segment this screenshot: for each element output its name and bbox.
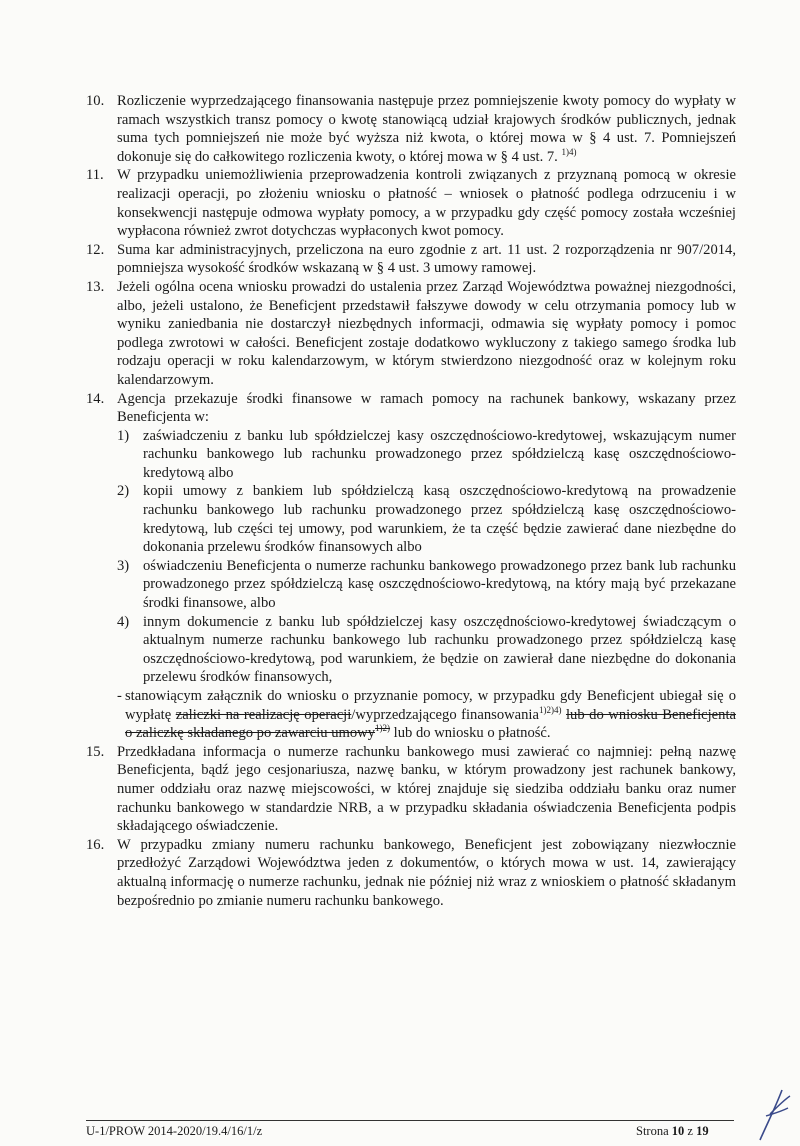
paragraph-text: Przedkładana informacja o numerze rachunku bankowego musi zawierać co najmniej: pełną nazwę Beneficjenta, bądź jego cesjonariusza, nazwę banku, w którym prowadzony jest rachunek bankowy, numer oddziału oraz nazwę miejscowości, w której znajduje się siedziba oddziału banku oraz numer rachunku bankowego w standardzie NRB, a w przypadku składania oświadczenia Beneficjenta podpis składającego oświadczenie.: [117, 743, 736, 835]
paragraph-13: [86, 278, 736, 390]
paragraph-text: Rozliczenie wyprzedzającego finansowania następuje przez pomniejszenie kwoty pomocy do wypłaty w ramach wszystkich transz pomocy o kwotę stanowiącą udział krajowych środków publicznych, jednak suma tych pomniejszeń nie może być wyższa niż kwota, o której mowa w § 4 ust. 7. Pomniejszeń dokonuje się do całkowitego rozliczenia kwoty, o której mowa w § 4 ust. 7.: [117, 93, 736, 165]
paragraph-number: 10.: [86, 93, 105, 109]
list-item-text: zaświadczeniu z banku lub spółdzielczej kasy oszczędnościowo-kredytowej, wskazującym numer rachunku bankowego lub rachunku prowadzonego przez spółdzielczą kasę oszczędnościowo-kredytową albo: [143, 427, 736, 481]
list-item-number: 1): [117, 427, 130, 444]
list-item-number: 3): [117, 557, 130, 574]
page-number: Strona 10 z 19: [636, 1124, 709, 1138]
list-item-text: kopii umowy z bankiem lub spółdzielczą kasą oszczędnościowo-kredytową na prowadzenie rachunku bankowego lub rachunku prowadzonego przez spółdzielczą kasę oszczędnościowo-kredytową, lub części tej umowy, pod warunkiem, że ta część będzie zawierać dane niezbędne do dokonania przelewu środków finansowych albo: [143, 483, 736, 556]
paragraph-11: [86, 166, 736, 240]
list-item-text: oświadczeniu Beneficjenta o numerze rachunku bankowego prowadzonego przez bank lub rachunku prowadzonego przez spółdzielczą kasę oszczędnościowo-kredytową, na który mają być przekazane środki finansowe, albo: [143, 557, 736, 612]
paragraph-text: W przypadku uniemożliwienia przeprowadzenia kontroli związanych z przyznaną pomocą w okresie realizacji operacji, po złożeniu wniosku o płatność – wniosek o płatność podlega odrzuceniu i w konsekwencji następuje odmowa wypłaty pomocy, a w przypadku gdy część pomocy została wcześniej wypłacona również zwrot dotychczas wypłaconych kwot pomocy.: [117, 167, 736, 240]
paragraph-14: [86, 390, 736, 743]
paragraph-number: 13.: [86, 278, 105, 295]
paragraph-text: Jeżeli ogólna ocena wniosku prowadzi do ustalenia przez Zarząd Województwa poważnej niezgodności, albo, jeżeli ustalono, że Beneficjent przedstawił fałszywe dowody w celu otrzymania pomocy lub w wyniku zaniedbania nie dostarczył niezbędnych informacji, odmawia się wypłaty pomocy i pomoc podlega zwrotowi w całości. Beneficjent zostaje dodatkowo wykluczony z takiego samego środka lub rodzaju operacji w roku kalendarzowym, w którym stwierdzono niezgodność oraz w kolejnym roku kalendarzowym.: [117, 278, 736, 388]
clause-text: /wyprzedzającego finansowania: [351, 706, 539, 723]
footnote-ref: 1)2): [375, 723, 391, 734]
list-item-number: 4): [117, 613, 130, 630]
list-item: [117, 613, 736, 687]
paragraph-16: [86, 836, 736, 910]
paragraph-text: Suma kar administracyjnych, przeliczona na euro zgodnie z art. 11 ust. 2 rozporządzenia nr 907/2014, pomniejsza wysokość środków wskazaną w § 4 ust. 3 umowy ramowej.: [117, 241, 736, 277]
paragraph-15: [86, 743, 736, 836]
list-item: [117, 427, 736, 483]
paragraph-number: 11.: [86, 167, 104, 184]
document-code: U-1/PROW 2014-2020/19.4/16/1/z: [86, 1124, 263, 1138]
paragraph-text: W przypadku zmiany numeru rachunku bankowego, Beneficjent jest zobowiązany niezwłocznie przedłożyć Zarządowi Województwa jeden z dokumentów, o których mowa w ust. 14, zawierający aktualną informację o numerze rachunku, jednak nie później niż wraz z wnioskiem o płatność składanym bezpośrednio po zmianie numeru rachunku bankowego.: [117, 836, 736, 909]
document-body: [86, 92, 736, 910]
paragraph-intro: Agencja przekazuje środki finansowe w ramach pomocy na rachunek bankowy, wskazany przez Beneficjenta w:: [117, 390, 736, 426]
clause-text: lub do wniosku o płatność.: [390, 725, 551, 742]
paragraph-12: [86, 241, 736, 278]
list-item: [117, 482, 736, 556]
struck-text: lub do wniosku Beneficjenta o zaliczkę składanego po zawarciu umowy: [125, 706, 736, 742]
struck-text: zaliczki na realizację operacji: [175, 706, 352, 723]
list-item-text: innym dokumencie z banku lub spółdzielczej kasy oszczędnościowo-kredytowej świadczącym o aktualnym numerze rachunku bankowego lub rachunku prowadzonego przez spółdzielczą kasę oszczędnościowo-kredytową, pod warunkiem, że będzie on zawierał dane niezbędne do dokonania przelewu środków finansowych,: [143, 613, 736, 686]
dash-marker: -: [117, 688, 122, 704]
signature-mark: [752, 1086, 796, 1144]
footnote-ref: 1)2)4): [538, 704, 562, 715]
dash-clause: [117, 687, 736, 743]
paragraph-number: 14.: [86, 390, 105, 407]
paragraph-number: 12.: [86, 241, 105, 258]
list-item: [117, 557, 736, 613]
clause-text: stanowiącym załącznik do wniosku o przyznanie pomocy, w przypadku gdy Beneficjent ubiegał się o wypłatę: [125, 688, 736, 723]
paragraph-number: 15.: [86, 743, 105, 760]
paragraph-10: [86, 92, 736, 166]
footer-divider: [86, 1120, 734, 1121]
paragraph-number: 16.: [86, 836, 105, 853]
footnote-ref: 1)4): [561, 146, 577, 157]
list-item-number: 2): [117, 483, 130, 500]
